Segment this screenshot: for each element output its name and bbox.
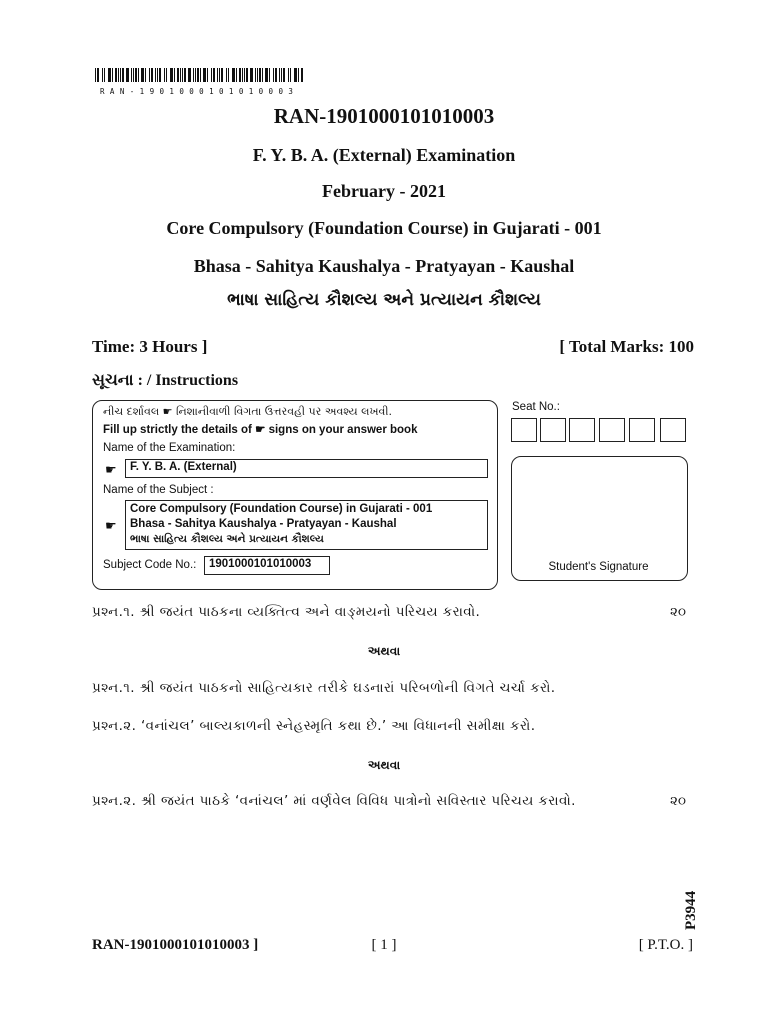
barcode-bar — [219, 68, 220, 82]
barcode-bar — [131, 68, 132, 82]
exam-date: February - 2021 — [322, 181, 446, 201]
total-marks: [ Total Marks: 100 — [559, 337, 694, 356]
barcode-bar — [164, 68, 165, 82]
barcode-bar — [250, 68, 253, 82]
pointer-icon: ☛ — [105, 462, 117, 477]
barcode-bar — [236, 68, 237, 82]
seat-digit-box — [599, 418, 625, 442]
ran-number: RAN-1901000101010003 — [273, 104, 495, 128]
subject-field-line: Bhasa - Sahitya Kaushalya - Pratyayan - Kaushal — [130, 518, 397, 530]
barcode-bar — [112, 68, 113, 82]
barcode-bar — [294, 68, 297, 82]
barcode-bar — [211, 68, 212, 82]
barcode-bar — [197, 68, 199, 82]
barcode-bar — [180, 68, 181, 82]
question-1-marks: ૨૦ — [670, 604, 687, 620]
barcode-bar — [290, 68, 291, 82]
barcode-bar — [157, 68, 158, 82]
barcode-text: RAN-1901000101010003 — [100, 87, 299, 96]
barcode-bar — [259, 68, 261, 82]
barcode-bar — [239, 68, 241, 82]
barcode-bar — [255, 68, 256, 82]
barcode-bar — [246, 68, 248, 82]
barcode-bar — [279, 68, 280, 82]
barcode-bar — [283, 68, 285, 82]
subject-name-label: Name of the Subject : — [103, 484, 214, 496]
seat-digit-box — [629, 418, 655, 442]
barcode-bar — [174, 68, 175, 82]
seat-number-label: Seat No.: — [512, 401, 560, 413]
barcode — [95, 68, 307, 82]
exam-name-label: Name of the Examination: — [103, 442, 236, 454]
barcode-bar — [177, 68, 179, 82]
barcode-bar — [118, 68, 119, 82]
barcode-bar — [281, 68, 282, 82]
barcode-bar — [226, 68, 227, 82]
barcode-bar — [97, 68, 99, 82]
barcode-bar — [166, 68, 167, 82]
barcode-bar — [159, 68, 161, 82]
barcode-bar — [242, 68, 243, 82]
question-2: પ્રશ્ન.૨. ‘વનાંચલ’ બાલ્યકાળની સ્નેહસ્મૃતિ કથા છે.’ આ વિધાનની સમીક્ષા કરો. — [92, 718, 536, 734]
question-2-alternate: પ્રશ્ન.૨. શ્રી જયંત પાઠકે ‘વનાંચલ’ માં વર્ણવેલ વિવિધ પાત્રોનો સવિસ્તાર પરિચય કરાવો. — [92, 793, 576, 809]
or-separator: અથવા — [367, 644, 401, 658]
signature-label: Student's Signature — [548, 561, 649, 573]
pointer-icon: ☛ — [105, 518, 117, 533]
barcode-bar — [126, 68, 129, 82]
barcode-bar — [170, 68, 173, 82]
barcode-bar — [133, 68, 134, 82]
barcode-bar — [193, 68, 194, 82]
subject-title-gujarati: ભાષા સાહિત્ય કૌશલ્ય અને પ્રત્યાયન કૌશલ્ય — [227, 290, 541, 310]
barcode-bar — [275, 68, 277, 82]
paper-code: P3944 — [683, 890, 699, 930]
seat-digit-box — [569, 418, 595, 442]
barcode-bar — [213, 68, 215, 82]
instructions-heading: સૂચના : / Instructions — [92, 372, 239, 389]
please-turn-over: [ P.T.O. ] — [638, 937, 693, 953]
barcode-bar — [221, 68, 223, 82]
barcode-bar — [188, 68, 191, 82]
barcode-bar — [200, 68, 201, 82]
exam-title: F. Y. B. A. (External) Examination — [252, 145, 516, 165]
footer-ran-number: RAN-1901000101010003 ] — [92, 937, 259, 953]
barcode-bar — [298, 68, 299, 82]
barcode-bar — [120, 68, 121, 82]
seat-digit-box — [660, 418, 686, 442]
barcode-bar — [244, 68, 245, 82]
barcode-bar — [257, 68, 258, 82]
or-separator: અથવા — [367, 758, 401, 772]
subject-code-field: 1901000101010003 — [204, 556, 330, 575]
barcode-bar — [108, 68, 111, 82]
barcode-bar — [265, 68, 268, 82]
exam-name-field: F. Y. B. A. (External) — [125, 459, 488, 478]
subject-code-label: Subject Code No.: — [103, 559, 197, 571]
time-allowed: Time: 3 Hours ] — [92, 337, 208, 356]
subject-field-line: Core Compulsory (Foundation Course) in Gujarati - 001 — [130, 503, 433, 515]
question-2-marks: ૨૦ — [670, 793, 687, 809]
subject-name-field — [125, 500, 488, 550]
barcode-bar — [288, 68, 289, 82]
page-number: [ 1 ] — [371, 937, 397, 953]
barcode-bar — [217, 68, 218, 82]
seat-digit-box — [540, 418, 566, 442]
barcode-bar — [145, 68, 146, 82]
barcode-bar — [135, 68, 137, 82]
question-1-alternate: પ્રશ્ન.૧. શ્રી જયંત પાઠકનો સાહિત્યકાર તરીકે ઘડનારાં પરિબળોની વિગતે ચર્ચા કરો. — [92, 680, 556, 696]
barcode-bar — [151, 68, 153, 82]
barcode-bar — [102, 68, 103, 82]
barcode-bar — [195, 68, 196, 82]
course-title: Core Compulsory (Foundation Course) in Gujarati - 001 — [166, 218, 602, 238]
barcode-bar — [232, 68, 235, 82]
barcode-bar — [228, 68, 229, 82]
barcode-bar — [207, 68, 208, 82]
barcode-bar — [122, 68, 124, 82]
barcode-bar — [155, 68, 156, 82]
barcode-bar — [184, 68, 186, 82]
barcode-bar — [262, 68, 263, 82]
details-box — [92, 400, 498, 590]
subject-title-english: Bhasa - Sahitya Kaushalya - Pratyayan - Kaushal — [193, 256, 575, 276]
details-instruction-gujarati: નીચ દર્શાવલ ☛ નિશાનીવાળી વિગતા ઉત્તરવહી પર અવશ્ય લખવી. — [103, 405, 393, 418]
barcode-bar — [95, 68, 96, 82]
barcode-bar — [203, 68, 206, 82]
seat-digit-box — [511, 418, 537, 442]
barcode-bar — [273, 68, 274, 82]
subject-field-line: ભાષા સાહિત્ય કૌશલ્ય અને પ્રત્યાયન કૌશલ્ય — [130, 533, 324, 545]
barcode-bar — [301, 68, 303, 82]
barcode-bar — [269, 68, 270, 82]
barcode-bar — [138, 68, 139, 82]
barcode-bar — [149, 68, 150, 82]
barcode-bar — [115, 68, 117, 82]
barcode-bar — [141, 68, 144, 82]
barcode-bar — [182, 68, 183, 82]
barcode-bar — [104, 68, 105, 82]
question-1: પ્રશ્ન.૧. શ્રી જયંત પાઠકના વ્યક્તિત્વ અને વાઙ્મયનો પરિચય કરાવો. — [92, 604, 481, 620]
details-instruction-english: Fill up strictly the details of ☛ signs on your answer book — [103, 424, 418, 436]
